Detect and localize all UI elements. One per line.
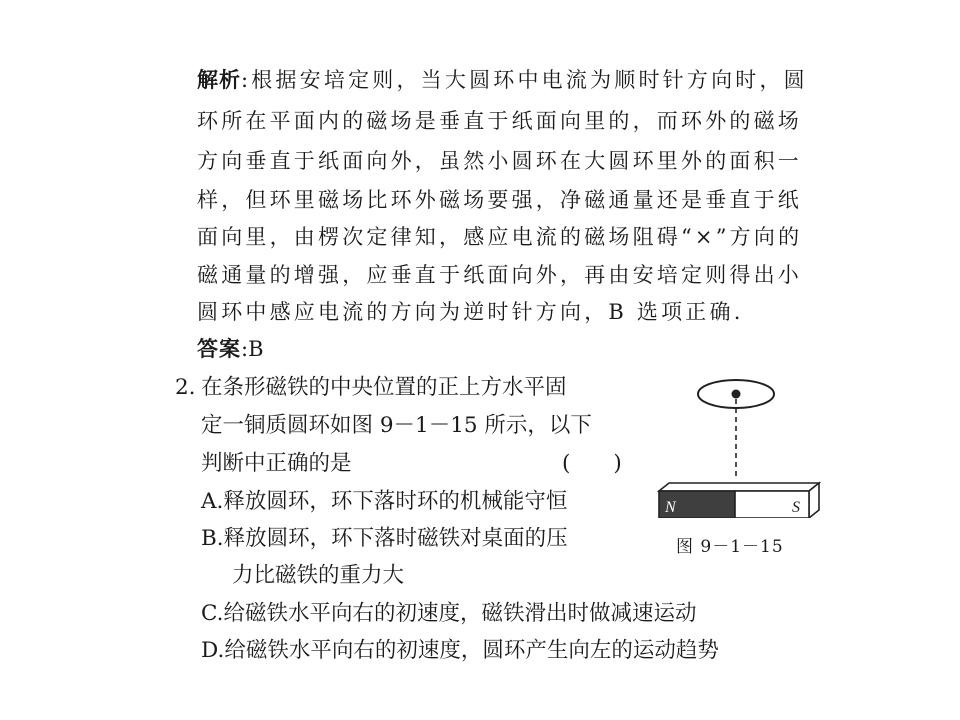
answer-line xyxy=(197,334,264,364)
magnet-top-face xyxy=(659,483,819,491)
analysis-line-7: 圆环中感应电流的方向为逆时针方向，B 选项正确. xyxy=(197,300,744,324)
answer-blank: ( ) xyxy=(562,451,622,476)
question-stem-2: 定一铜质圆环如图 9－1－15 所示，以下 xyxy=(201,413,592,438)
question-stem-3: 判断中正确的是 xyxy=(201,451,352,476)
option-c xyxy=(201,599,697,629)
analysis-line-6: 磁通量的增强，应垂直于纸面向外，再由安培定则得出小 xyxy=(197,263,802,287)
north-pole-label: N xyxy=(665,499,676,516)
figure-caption: 图 9－1－15 xyxy=(676,537,784,557)
answer-value: B xyxy=(248,337,264,361)
option-b-text: 释放圆环，环下落时磁铁对桌面的压 xyxy=(223,526,568,551)
option-c-key: C. xyxy=(201,601,224,626)
option-a xyxy=(201,487,567,517)
analysis-line-1 xyxy=(197,65,808,95)
answer-sep: : xyxy=(241,337,249,361)
figure-ring-magnet xyxy=(655,378,825,518)
option-b-key: B. xyxy=(201,526,224,551)
option-c-text: 给磁铁水平向右的初速度，磁铁滑出时做减速运动 xyxy=(223,601,697,626)
south-pole-label: S xyxy=(792,499,800,516)
option-a-text: 释放圆环，环下落时环的机械能守恒 xyxy=(223,489,568,514)
answer-label: 答案 xyxy=(197,337,241,361)
option-b-continued: 力比磁铁的重力大 xyxy=(232,563,405,588)
analysis-label: 解析 xyxy=(197,68,241,92)
question-stem-1: 在条形磁铁的中央位置的正上方水平固 xyxy=(201,375,567,400)
question-number: 2. xyxy=(175,375,196,400)
analysis-label-sep: : xyxy=(241,68,252,92)
option-b xyxy=(201,524,568,554)
option-a-key: A. xyxy=(201,489,224,514)
option-d-text: 给磁铁水平向右的初速度，圆环产生向左的运动趋势 xyxy=(224,638,719,663)
analysis-line-2: 环所在平面内的磁场是垂直于纸面向里的，而环外的磁场 xyxy=(197,109,802,133)
option-d xyxy=(201,636,719,666)
option-d-key: D. xyxy=(201,638,225,663)
ring-center-dot xyxy=(732,390,741,399)
analysis-line-5: 面向里，由楞次定律知，感应电流的磁场阻碍“×”方向的 xyxy=(197,225,803,249)
analysis-line-3: 方向垂直于纸面向外，虽然小圆环在大圆环里外的面积一 xyxy=(197,149,802,173)
analysis-text-1: 根据安培定则，当大圆环中电流为顺时针方向时，圆 xyxy=(251,68,808,92)
analysis-line-4: 样，但环里磁场比环外磁场要强，净磁通量还是垂直于纸 xyxy=(197,188,802,212)
